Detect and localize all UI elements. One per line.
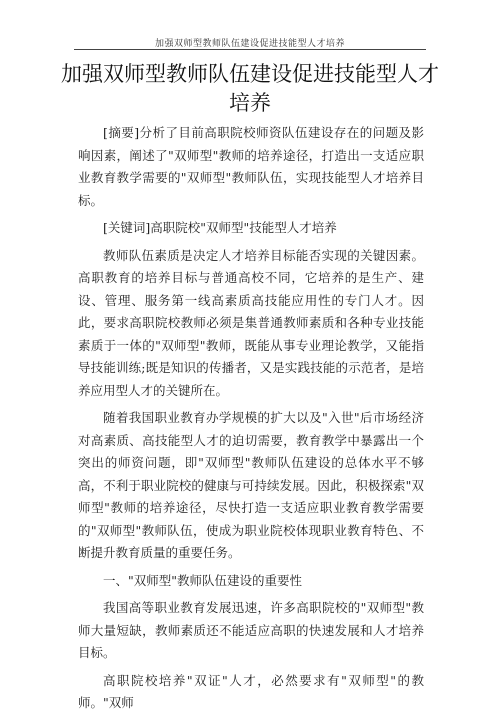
keywords-paragraph: [关键词]高职院校"双师型"技能型人才培养 bbox=[103, 220, 337, 235]
body-paragraph: 随着我国职业教育办学规模的扩大以及"入世"后市场经济对高素质、高技能型人才的迫切需要，教育教学中暴露出一个突出的师资问题，即"双师型"教师队伍建设的总体水平不够高，不利于职业院校的健康与可持续发展。因此，积极探索"双师型"教师的培养途径，尽快打造一支适应职业教育教学需要的"双师型"教师队伍，使成为职业院校体现职业教育特色、不断提升教育质量的重要任务。 bbox=[78, 410, 424, 560]
document-body bbox=[78, 122, 424, 720]
abstract-paragraph: [摘要]分析了目前高职院校师资队伍建设存在的问题及影响因素，阐述了"双师型"教师的培养途径，打造出一支适应职业教育教学需要的"双师型"教师队伍，实现技能型人才培养目标。 bbox=[78, 125, 424, 208]
body-paragraph: 高职院校培养"双证"人才，必然要求有"双师型"的教师。"双师 bbox=[78, 672, 424, 710]
header-divider bbox=[74, 49, 426, 50]
body-paragraph: 教师队伍素质是决定人才培养目标能否实现的关键因素。高职教育的培养目标与普通高校不同，它培养的是生产、建设、管理、服务第一线高素质高技能应用性的专门人才。因此，要求高职院校教师必须是集普通教师素质和各种专业技能素质于一体的"双师型"教师，既能从事专业理论教学，又能指导技能训练;既是知识的传播者，又是实践技能的示范者，是培养应用型人才的关键所在。 bbox=[78, 247, 424, 398]
section-heading: 一、"双师型"教师队伍建设的重要性 bbox=[103, 572, 302, 588]
running-header: 加强双师型教师队伍建设促进技能型人才培养 bbox=[154, 39, 345, 49]
document-title: 加强双师型教师队伍建设促进技能型人才培养 bbox=[61, 62, 439, 115]
body-paragraph: 我国高等职业教育发展迅速，许多高职院校的"双师型"教师大量短缺，教师素质还不能适应高职的快速发展和人才培养目标。 bbox=[78, 600, 424, 660]
